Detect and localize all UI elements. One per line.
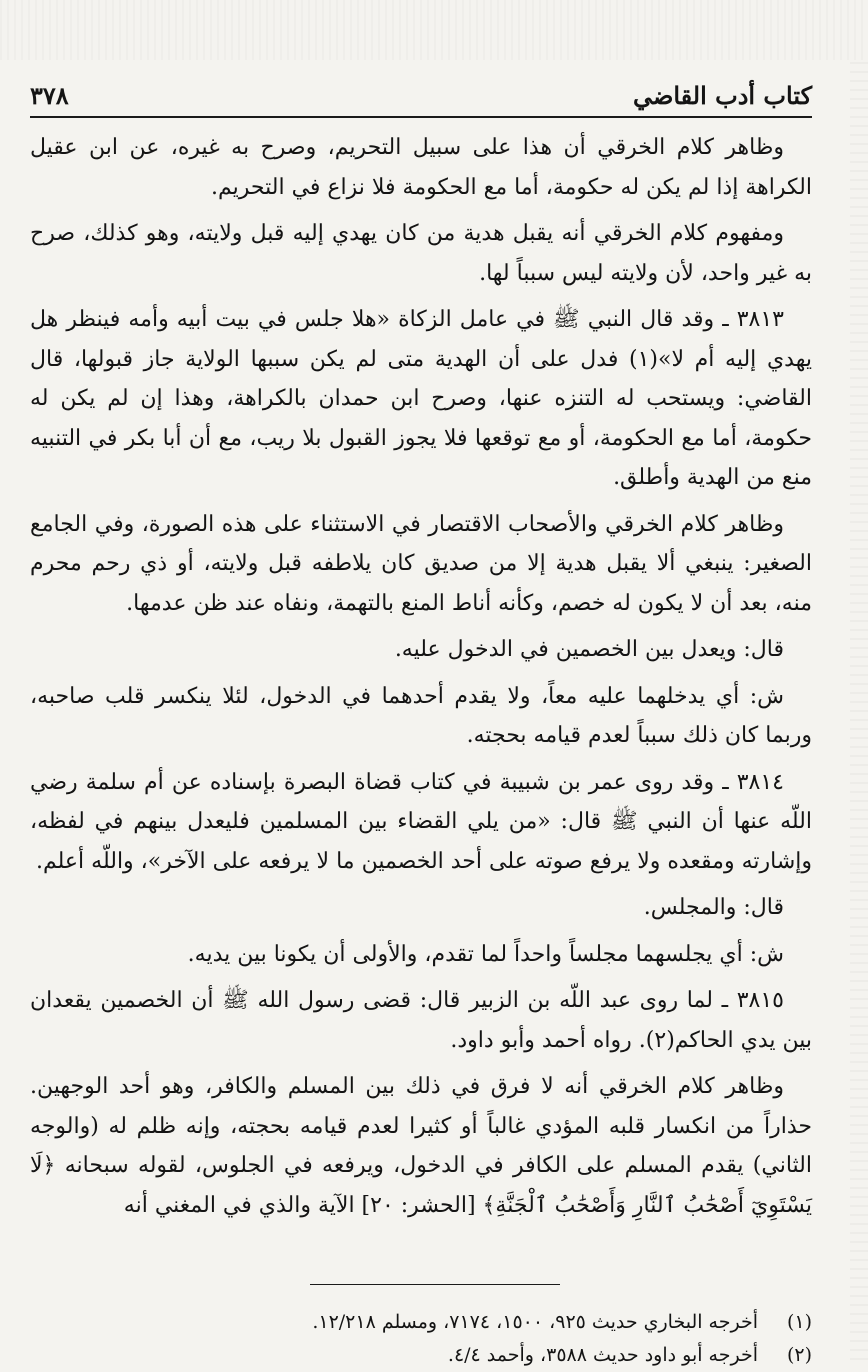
page-number: ٣٧٨: [30, 81, 69, 110]
footnote-text: أخرجه أبو داود حديث ٣٥٨٨، وأحمد ٤/٤.: [447, 1344, 758, 1366]
paragraph-sharh: ش: أي يدخلهما عليه معاً، ولا يقدم أحدهما في الدخول، لئلا ينكسر قلب صاحبه، وربما كان ذلك سبباً لعدم قيامه بحجته.: [30, 683, 812, 748]
footnote-text: أخرجه البخاري حديث ٩٢٥، ١٥٠٠، ٧١٧٤، ومسلم ١٢/٢١٨.: [312, 1311, 758, 1333]
paragraph: ومفهوم كلام الخرقي أنه يقبل هدية من كان يهدي إليه قبل ولايته، وهو كذلك، صرح به غير واحد، لأن ولايته ليس سبباً لها.: [30, 221, 812, 286]
page-body: [30, 128, 812, 1225]
book-page: [30, 66, 812, 1366]
paragraph-hadith-3813: ٣٨١٣ ـ وقد قال النبي ﷺ في عامل الزكاة «هلا جلس في بيت أبيه وأمه فينظر هل يهدي إليه أم لا»(١) فدل على أن الهدية متى لم يكن سببها الولاية جاز قبولها، قال القاضي: ويستحب له التنزه عنها، وصرح ابن حمدان بالكراهة، وهذا إن لم يكن له حكومة، أما مع الحكومة، أو مع توقعها فلا يجوز القبول بلا ريب، مع أن أبا بكر في التنبيه منع من الهدية وأطلق.: [30, 307, 812, 490]
paragraph: وظاهر كلام الخرقي أنه لا فرق في ذلك بين المسلم والكافر، وهو أحد الوجهين. حذاراً من انكسار قلبه المؤدي غالباً أو كثيرا لعدم قيامه بحجته، وإنه ظلم له (والوجه الثاني) يقدم المسلم على الكافر في الدخول، ويرفعه في الجلوس، لقوله سبحانه ﴿لَا يَسْتَوِيٓ أَصْحَٰبُ ٱلنَّارِ وَأَصْحَٰبُ ٱلْجَنَّةِ﴾ [الحشر: ٢٠] الآية والذي في المغني أنه: [30, 1074, 812, 1218]
footnote: [30, 1339, 812, 1372]
paragraph-qal: قال: ويعدل بين الخصمين في الدخول عليه.: [394, 637, 784, 662]
running-title: كتاب أدب القاضي: [632, 81, 812, 110]
footnote-rule: [310, 1284, 560, 1285]
paragraph: وظاهر كلام الخرقي أن هذا على سبيل التحريم، وصرح به غيره، عن ابن عقيل الكراهة إذا لم يكن له حكومة، أما مع الحكومة فلا نزاع في التحريم.: [30, 135, 812, 200]
footnote-number: (١): [786, 1311, 812, 1333]
footnotes: [30, 1306, 812, 1372]
paragraph-hadith-3815: ٣٨١٥ ـ لما روى عبد اللّه بن الزبير قال: قضى رسول الله ﷺ أن الخصمين يقعدان بين يدي الحاكم(٢). رواه أحمد وأبو داود.: [30, 988, 812, 1053]
footnote: [30, 1306, 812, 1339]
page-header: [30, 66, 812, 118]
paragraph-hadith-3814: ٣٨١٤ ـ وقد روى عمر بن شبيبة في كتاب قضاة البصرة بإسناده عن أم سلمة رضي اللّه عنها أن النبي ﷺ قال: «من يلي القضاء بين المسلمين فليعدل بينهم في لفظه، وإشارته ومقعده ولا يرفع صوته على أحد الخصمين ما لا يرفعه على الآخر»، واللّه أعلم.: [30, 769, 812, 874]
scan-noise-right: [850, 60, 868, 1360]
footnote-number: (٢): [786, 1344, 812, 1366]
scan-noise-top: [0, 0, 868, 60]
paragraph-qal: قال: والمجلس.: [643, 895, 784, 920]
paragraph: وظاهر كلام الخرقي والأصحاب الاقتصار في الاستثناء على هذه الصورة، وفي الجامع الصغير: ينبغي ألا يقبل هدية إلا من صديق كان يلاطفه قبل ولايته، أو ذي رحم محرم منه، بعد أن لا يكون له خصم، وكأنه أناط المنع بالتهمة، ونفاه عند ظن عدمها.: [30, 511, 812, 616]
paragraph-sharh: ش: أي يجلسهما مجلساً واحداً لما تقدم، والأولى أن يكونا بين يديه.: [187, 941, 784, 967]
